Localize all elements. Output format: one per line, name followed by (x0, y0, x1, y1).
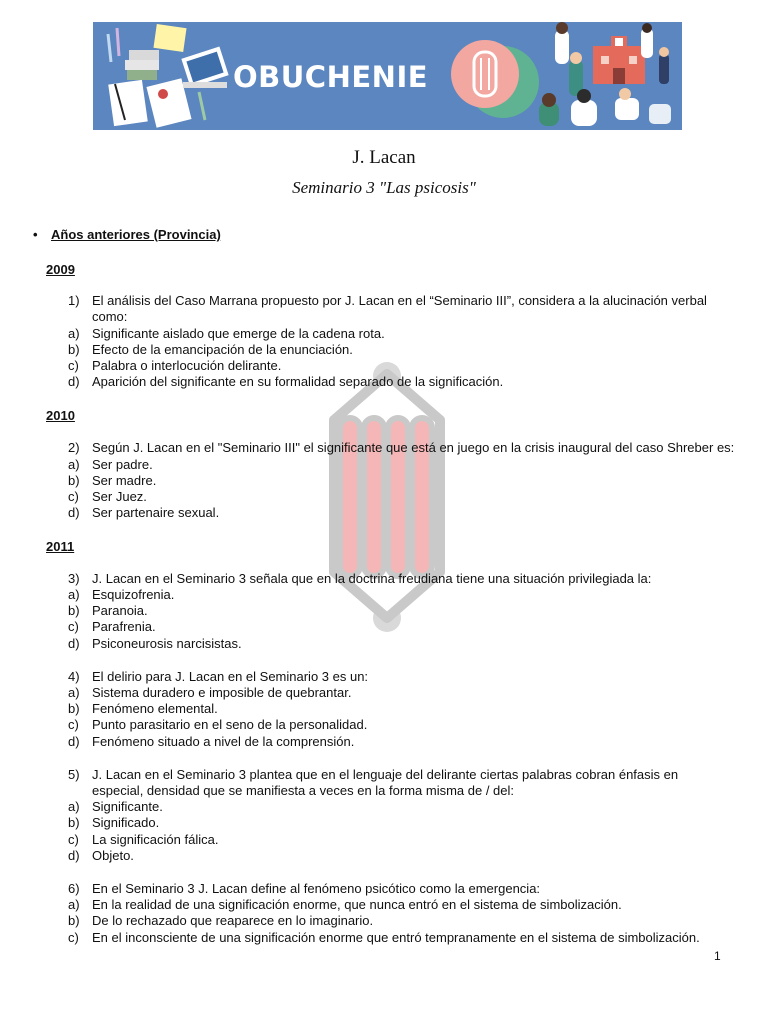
header-banner (93, 22, 682, 130)
answer-option (68, 636, 242, 652)
question-item (68, 669, 368, 685)
option-marker: d) (68, 505, 80, 520)
answer-option (68, 930, 700, 946)
question-text: J. Lacan en el Seminario 3 señala que en la doctrina freudiana tiene una situación privilegiada la: (92, 571, 652, 586)
option-marker: c) (68, 717, 79, 732)
option-text: Palabra o interlocución delirante. (92, 358, 282, 373)
answer-option (68, 848, 134, 864)
page-number: 1 (714, 949, 721, 963)
answer-option (68, 505, 219, 521)
option-text: Significante aislado que emerge de la cadena rota. (92, 326, 385, 341)
option-text: En la realidad de una significación enorme, que nunca entró en el sistema de simbolización. (92, 897, 622, 912)
option-text: Psiconeurosis narcisistas. (92, 636, 242, 651)
document-title: J. Lacan (352, 147, 416, 168)
question-number: 1) (68, 293, 80, 308)
section-label: Años anteriores (Provincia) (51, 227, 221, 242)
option-text: Punto parasitario en el seno de la personalidad. (92, 717, 368, 732)
option-marker: c) (68, 930, 79, 945)
answer-option (68, 799, 163, 815)
answer-option (68, 457, 153, 473)
answer-option (68, 913, 373, 929)
option-text: Fenómeno elemental. (92, 701, 218, 716)
option-marker: b) (68, 913, 80, 928)
question-item (68, 881, 540, 897)
answer-option (68, 832, 218, 848)
answer-option (68, 685, 351, 701)
option-marker: c) (68, 619, 79, 634)
option-marker: a) (68, 897, 80, 912)
option-marker: c) (68, 489, 79, 504)
answer-option (68, 734, 354, 750)
answer-option (68, 701, 218, 717)
answer-option (68, 603, 148, 619)
option-marker: b) (68, 701, 80, 716)
question-number: 4) (68, 669, 80, 684)
option-marker: b) (68, 342, 80, 357)
answer-option (68, 815, 159, 831)
watermark-logo-icon (312, 360, 462, 634)
option-text: Ser Juez. (92, 489, 147, 504)
option-marker: a) (68, 685, 80, 700)
answer-option (68, 587, 174, 603)
option-text: Sistema duradero e imposible de quebrantar. (92, 685, 352, 700)
question-text: En el Seminario 3 J. Lacan define al fenómeno psicótico como la emergencia: (92, 881, 541, 896)
option-text: Paranoia. (92, 603, 148, 618)
option-text: Efecto de la emancipación de la enunciación. (92, 342, 353, 357)
option-marker: b) (68, 473, 80, 488)
year-heading: 2009 (46, 262, 75, 277)
option-text: Significante. (92, 799, 163, 814)
question-text: El análisis del Caso Marrana propuesto por J. Lacan en el “Seminario III”, considera a la alucinación verbal (92, 293, 707, 308)
bullet-icon: • (33, 227, 38, 242)
option-text: La significación fálica. (92, 832, 219, 847)
option-text: Ser partenaire sexual. (92, 505, 220, 520)
year-heading: 2010 (46, 408, 75, 423)
option-marker: a) (68, 587, 80, 602)
answer-option (68, 473, 156, 489)
option-text: Esquizofrenia. (92, 587, 175, 602)
question-item (68, 293, 707, 309)
question-item (68, 440, 734, 456)
question-text: J. Lacan en el Seminario 3 plantea que en el lenguaje del delirante ciertas palabras cobran énfasis en (92, 767, 679, 782)
question-item (68, 571, 651, 587)
option-text: Ser padre. (92, 457, 153, 472)
option-marker: d) (68, 734, 80, 749)
option-marker: d) (68, 848, 80, 863)
option-marker: a) (68, 799, 80, 814)
option-marker: d) (68, 636, 80, 651)
brand-name: OBUCHENIE (233, 60, 429, 94)
question-text: Según J. Lacan en el "Seminario III" el significante que está en juego en la crisis inaugural del caso Shreber es: (92, 440, 735, 455)
question-number: 3) (68, 571, 80, 586)
option-text: Parafrenia. (92, 619, 156, 634)
answer-option (68, 717, 367, 733)
question-number: 2) (68, 440, 80, 455)
option-marker: a) (68, 457, 80, 472)
option-text: En el inconsciente de una significación enorme que entró tempranamente en el sistema de simbolización. (92, 930, 700, 945)
option-text: Fenómeno situado a nivel de la comprensión. (92, 734, 355, 749)
question-number: 6) (68, 881, 80, 896)
question-number: 5) (68, 767, 80, 782)
year-heading: 2011 (46, 539, 75, 554)
question-item (68, 767, 678, 783)
question-text-continued: como: (92, 309, 128, 324)
option-text: Objeto. (92, 848, 134, 863)
question-text: El delirio para J. Lacan en el Seminario 3 es un: (92, 669, 369, 684)
option-text: Ser madre. (92, 473, 157, 488)
option-text: Aparición del significante en su formalidad separado de la significación. (92, 374, 504, 389)
option-marker: c) (68, 358, 79, 373)
answer-option (68, 342, 353, 358)
option-text: Significado. (92, 815, 160, 830)
answer-option (68, 326, 385, 342)
answer-option (68, 619, 156, 635)
option-text: De lo rechazado que reaparece en lo imaginario. (92, 913, 374, 928)
section-heading (33, 227, 221, 242)
answer-option (68, 374, 503, 390)
document-subtitle: Seminario 3 "Las psicosis" (292, 178, 476, 197)
option-marker: d) (68, 374, 80, 389)
answer-option (68, 358, 281, 374)
question-text-continued: especial, densidad que se manifiesta a veces en la forma misma de / del: (92, 783, 515, 798)
option-marker: b) (68, 815, 80, 830)
option-marker: b) (68, 603, 80, 618)
answer-option (68, 897, 622, 913)
option-marker: a) (68, 326, 80, 341)
option-marker: c) (68, 832, 79, 847)
answer-option (68, 489, 147, 505)
